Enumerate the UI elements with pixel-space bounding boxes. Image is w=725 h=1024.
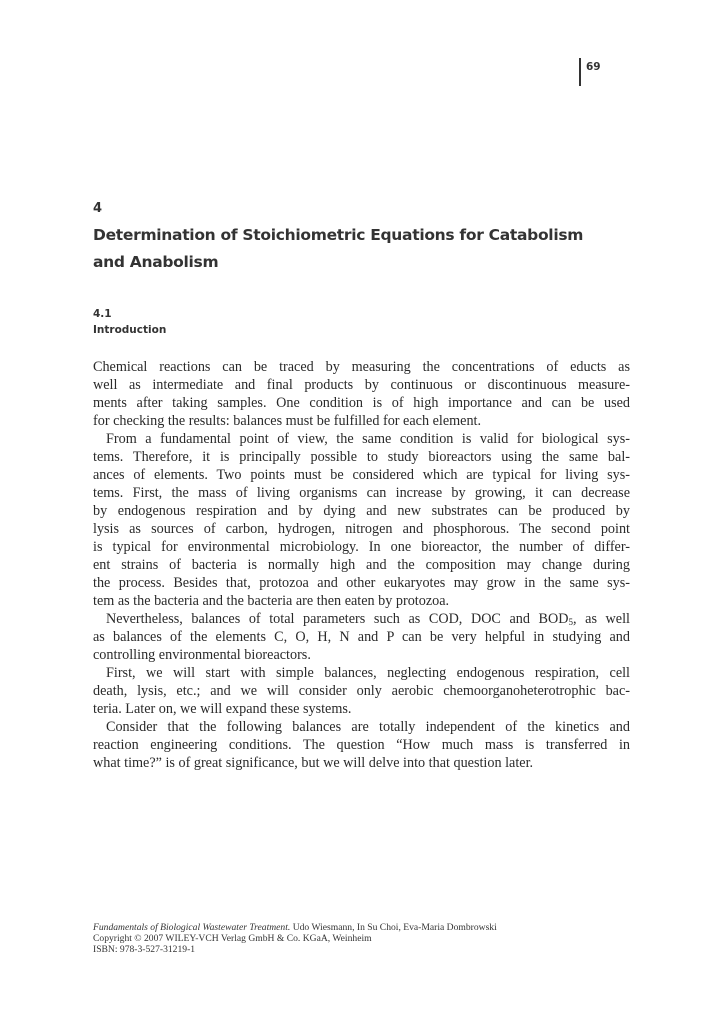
body-text [93, 358, 630, 772]
text-line: by endogenous respiration and by dying and new substrates can be produced by [93, 503, 630, 519]
text-line: tem as the bacteria and the bacteria are then eaten by protozoa. [93, 593, 450, 609]
text-line: the process. Besides that, protozoa and other eukaryotes may grow in the same sys- [93, 575, 630, 591]
chapter-title [93, 222, 613, 276]
text-line: what time?” is of great significance, but we will delve into that question later. [93, 755, 534, 771]
section-number: 4.1 [93, 308, 112, 320]
text-line: death, lysis, etc.; and we will consider only aerobic chemoorganoheterotrophic bac- [93, 683, 630, 699]
footer-citation [93, 922, 613, 955]
chapter-title-line: Determination of Stoichiometric Equations for Catabolism [93, 226, 584, 244]
text-line: Consider that the following balances are totally independent of the kinetics and [106, 719, 630, 735]
text-line: teria. Later on, we will expand these systems. [93, 701, 352, 717]
paragraph-3 [93, 610, 630, 664]
paragraph-1 [93, 358, 630, 430]
text-line: lysis as sources of carbon, hydrogen, nitrogen and phosphorous. The second point [93, 521, 630, 537]
text-line: for checking the results: balances must be fulfilled for each element. [93, 413, 482, 429]
text-line: From a fundamental point of view, the same condition is valid for biological sys- [106, 431, 630, 447]
text-line: as balances of the elements C, O, H, N and P can be very helpful in studying and [93, 629, 630, 645]
text-fragment: Nevertheless, balances of total parameters such as COD, DOC and BOD [106, 611, 569, 627]
chapter-title-line: and Anabolism [93, 253, 219, 271]
subscript: 5 [568, 617, 574, 627]
text-line: ances of elements. Two points must be considered which are typical for living sys- [93, 467, 630, 483]
chapter-number: 4 [93, 201, 103, 216]
book-title: Fundamentals of Biological Wastewater Treatment. [93, 922, 291, 933]
text-line: First, we will start with simple balances, neglecting endogenous respiration, cell [106, 665, 630, 681]
footer-copyright: Copyright © 2007 WILEY-VCH Verlag GmbH & Co. KGaA, Weinheim [93, 933, 372, 944]
text-line: Chemical reactions can be traced by measuring the concentrations of educts as [93, 359, 630, 375]
text-line: reaction engineering conditions. The question “How much mass is transferred in [93, 737, 630, 753]
footer-book-line [93, 922, 613, 933]
page-number: 69 [586, 61, 601, 73]
text-line: tems. First, the mass of living organisms can increase by growing, it can decrease [93, 485, 630, 501]
page-number-rule [579, 58, 581, 86]
book-authors: Udo Wiesmann, In Su Choi, Eva-Maria Dombrowski [290, 922, 497, 933]
section-title: Introduction [93, 324, 167, 336]
paragraph-4 [93, 664, 630, 718]
text-line: controlling environmental bioreactors. [93, 647, 311, 663]
footer-isbn: ISBN: 978-3-527-31219-1 [93, 944, 196, 955]
text-line: well as intermediate and final products by continuous or discontinuous measure- [93, 377, 630, 393]
text-line: tems. Therefore, it is principally possible to study bioreactors using the same bal- [93, 449, 630, 465]
text-line: is typical for environmental microbiology. In one bioreactor, the number of differ- [93, 539, 630, 555]
text-line: ent strains of bacteria is normally high and the composition may change during [93, 557, 630, 573]
text-fragment: , as well [573, 611, 630, 627]
paragraph-5 [93, 718, 630, 772]
paragraph-2 [93, 430, 630, 610]
text-line: ments after taking samples. One condition is of high importance and can be used [93, 395, 630, 411]
text-line [93, 610, 630, 628]
